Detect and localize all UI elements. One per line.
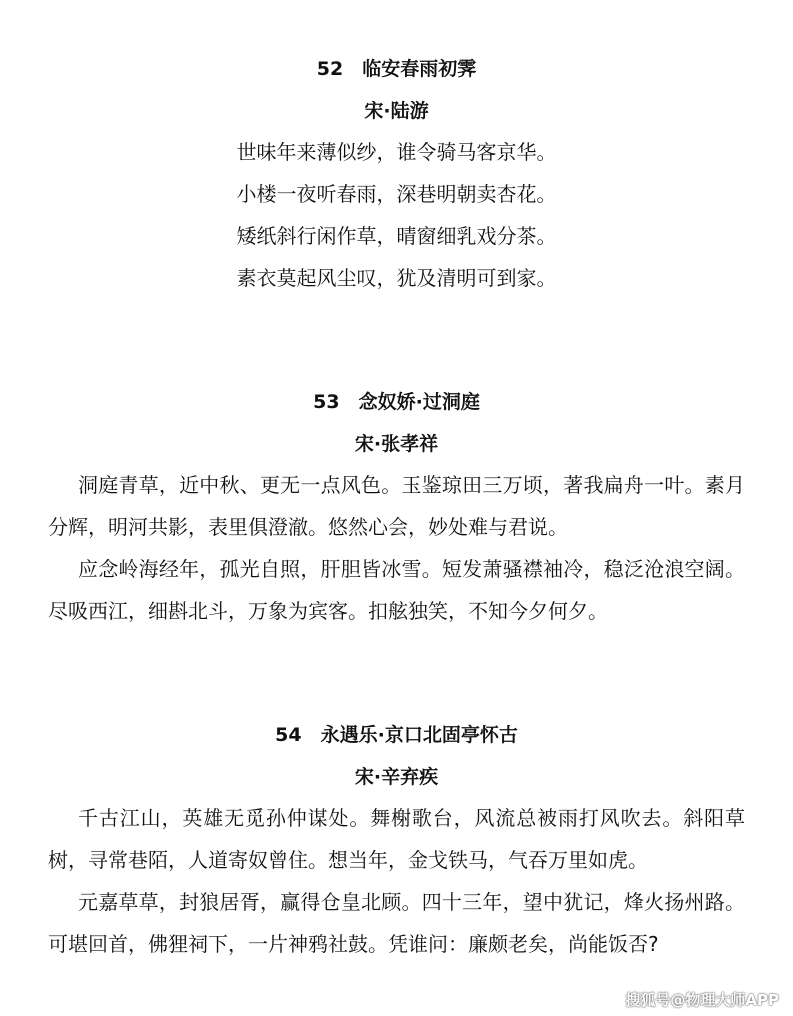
poem-53 xyxy=(0,390,793,632)
poem-author: 宋·辛弃疾 xyxy=(354,766,439,788)
poem-paragraph: 洞庭青草，近中秋、更无一点风色。玉鉴琼田三万顷，著我扁舟一叶。素月分辉，明河共影，表里俱澄澈。悠然心会，妙处难与君说。 xyxy=(48,473,745,539)
verse-line: 素衣莫起风尘叹，犹及清明可到家。 xyxy=(236,266,557,290)
verse-line: 小楼一夜听春雨，深巷明朝卖杏花。 xyxy=(236,182,557,206)
poem-54 xyxy=(0,723,793,965)
poem-verse xyxy=(0,131,793,299)
poem-author: 宋·张孝祥 xyxy=(354,433,439,455)
poem-paragraph: 应念岭海经年，孤光自照，肝胆皆冰雪。短发萧骚襟袖冷，稳泛沧浪空阔。尽吸西江，细斟北斗，万象为宾客。扣舷独笑，不知今夕何夕。 xyxy=(48,557,745,623)
verse-line: 矮纸斜行闲作草，晴窗细乳戏分茶。 xyxy=(236,224,557,248)
watermark: 搜狐号@物理大师APP xyxy=(625,991,779,1009)
poem-author: 宋·陆游 xyxy=(364,100,429,122)
poem-paragraph: 元嘉草草，封狼居胥，赢得仓皇北顾。四十三年，望中犹记，烽火扬州路。可堪回首，佛狸祠下，一片神鸦社鼓。凭谁问：廉颇老矣，尚能饭否? xyxy=(48,890,745,956)
poem-52 xyxy=(0,57,793,299)
poem-title: 52 临安春雨初霁 xyxy=(316,58,477,80)
poem-body xyxy=(48,464,745,632)
poem-body xyxy=(48,797,745,965)
poem-paragraph: 千古江山，英雄无觅孙仲谋处。舞榭歌台，风流总被雨打风吹去。斜阳草树，寻常巷陌，人道寄奴曾住。想当年，金戈铁马，气吞万里如虎。 xyxy=(48,806,745,872)
verse-line: 世味年来薄似纱，谁令骑马客京华。 xyxy=(236,140,557,164)
poem-title: 54 永遇乐·京口北固亭怀古 xyxy=(275,724,518,746)
poem-title: 53 念奴娇·过洞庭 xyxy=(313,391,480,413)
